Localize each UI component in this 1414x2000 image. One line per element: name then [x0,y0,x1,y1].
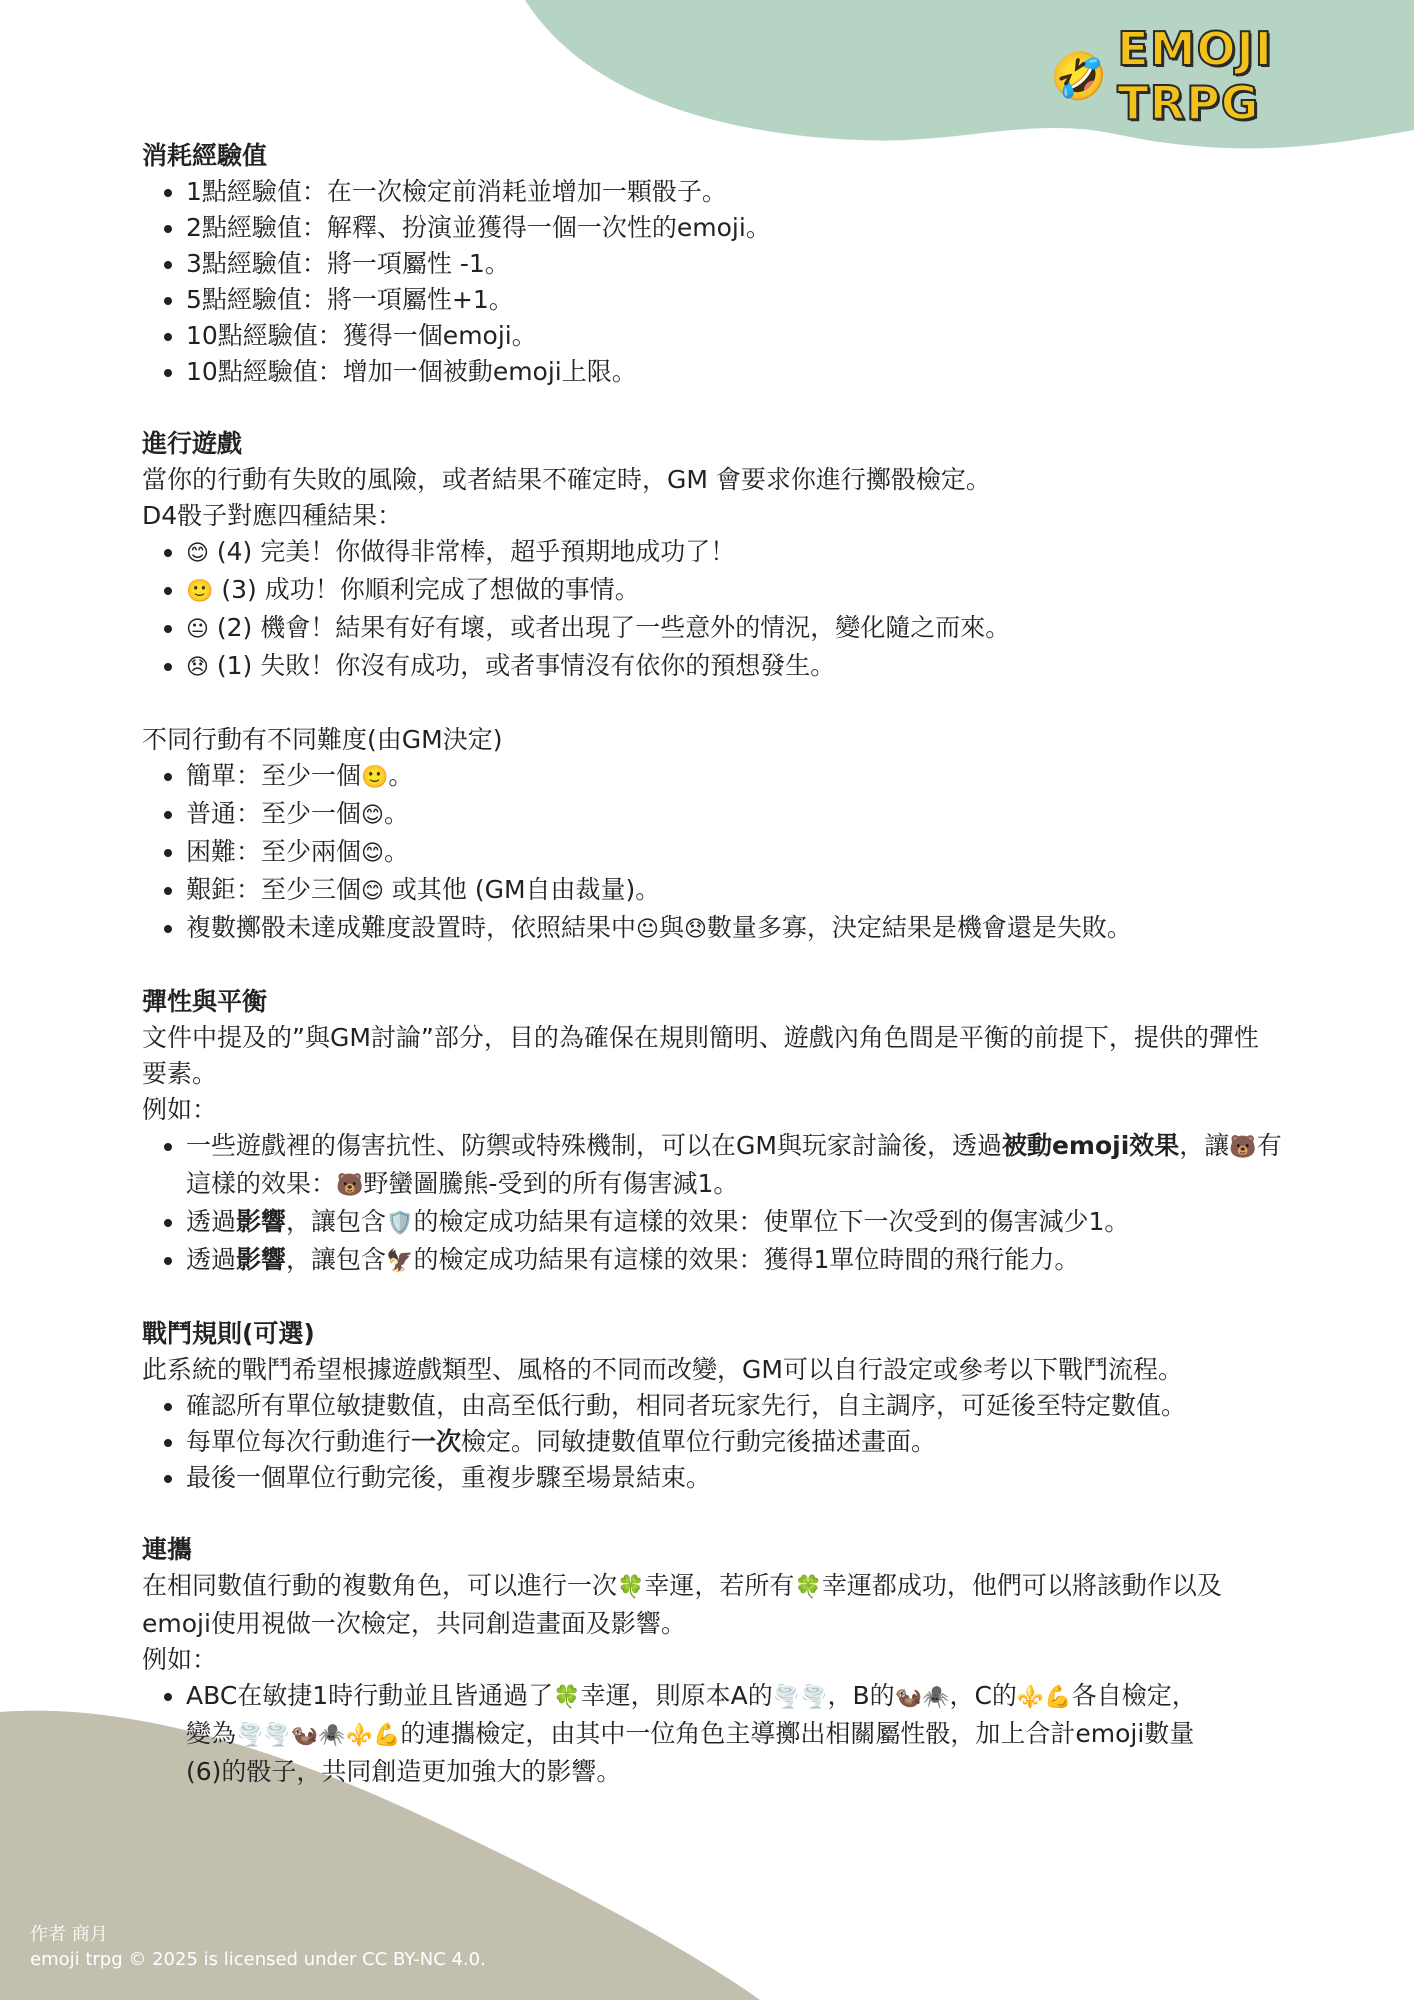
text: 。 [388,761,414,790]
bold-text: 影響 [236,1207,287,1236]
fleur-de-lis-muscle-icon: ⚜️💪 [1016,1685,1072,1710]
play-intro: 當你的行動有失敗的風險，或者結果不確定時，GM 會要求你進行擲骰檢定。 [142,465,991,494]
heading-play: 進行遊戲 [142,429,243,458]
section-play [142,426,1282,686]
difficulty-intro: 不同行動有不同難度(由GM決定) [142,725,503,754]
section-difficulty [142,722,1282,948]
blush-smile-icon: 😊 [361,879,384,904]
list-item: • 10點經驗值：增加一個被動emoji上限。 [186,354,1282,390]
list-item [186,834,1282,872]
text: 透過 [186,1207,237,1236]
section-coop [142,1532,1282,1790]
balance-example: 例如： [142,1095,218,1124]
clover-icon: 🍀 [794,1575,822,1600]
shield-icon: 🛡️ [386,1211,414,1236]
text: 或其他 (GM自由裁量)。 [383,875,661,904]
logo [1050,22,1414,130]
section-exp [142,138,1282,390]
text: 艱鉅：至少三個 [186,875,362,904]
clover-icon: 🍀 [553,1685,581,1710]
list-item: • 確認所有單位敏捷數值，由高至低行動，相同者玩家先行，自主調序，可延後至特定數值。 [186,1388,1282,1424]
license-text: emoji trpg © 2025 is licensed under CC BY-NC 4.0. [30,1949,486,1970]
logo-text: EMOJI TRPG [1117,22,1273,130]
result-text: (1) 失敗！你沒有成功，或者事情沒有依你的預想發生。 [216,651,836,680]
section-combat [142,1316,1282,1496]
coop-example: 例如： [142,1645,218,1674]
result-text: (4) 完美！你做得非常棒，超乎預期地成功了！ [216,537,736,566]
text: 透過 [186,1245,237,1274]
combat-list [142,1388,1282,1496]
list-item [186,1678,1206,1790]
list-item [186,910,1282,948]
bold-text: 被動emoji效果 [1001,1131,1180,1160]
otter-spider-icon: 🦦🕷️ [894,1685,950,1710]
blush-smile-icon: 😊 [361,841,384,866]
author-credit: 作者 商月 [30,1924,108,1945]
text: 的檢定成功結果有這樣的效果：使單位下一次受到的傷害減少1。 [413,1207,1130,1236]
neutral-face-icon: 😐 [636,917,659,942]
text: 檢定。同敏捷數值單位行動完後描述畫面。 [461,1427,937,1456]
eagle-icon: 🦅 [386,1249,414,1274]
text: 。 [383,799,409,828]
difficulty-list [142,758,1282,948]
list-item [186,872,1282,910]
text: 困難：至少兩個 [186,837,362,866]
text: 每單位每次行動進行 [186,1427,412,1456]
combined-emoji-icon: 🌪️🌪️🦦🕷️⚜️💪 [236,1723,401,1748]
result-text: (2) 機會！結果有好有壞，或者出現了一些意外的情況，變化隨之而來。 [216,613,1011,642]
heading-balance: 彈性與平衡 [142,987,268,1016]
slight-smile-icon: 🙂 [361,765,389,790]
balance-para: 文件中提及的”與GM討論”部分，目的為確保在規則簡明、遊戲內角色間是平衡的前提下，提供的彈性要素。 [142,1023,1259,1088]
document-body [142,138,1282,1826]
text: ，讓包含 [286,1207,387,1236]
text: 各自檢定，變為 [186,1681,1197,1748]
text: ABC在敏捷1時行動並且皆通過了 [186,1681,554,1710]
text: 與 [658,913,684,942]
text: 。 [383,837,409,866]
list-item [186,1204,1282,1242]
coop-para [142,1568,1282,1642]
list-item [186,1424,1282,1460]
text: 普通：至少一個 [186,799,362,828]
bear-icon: 🐻 [336,1173,364,1198]
text: ，讓 [1179,1131,1230,1160]
disappointed-face-icon: 😞 [683,917,707,942]
text: ，讓包含 [286,1245,387,1274]
clover-icon: 🍀 [617,1575,645,1600]
bold-text: 一次 [411,1427,462,1456]
exp-list [142,174,1282,390]
blush-smile-icon: 😊 [186,541,209,566]
list-item: • 10點經驗值：獲得一個emoji。 [186,318,1282,354]
text: 幸運，若所有 [644,1571,795,1600]
neutral-face-icon: 😐 [186,617,209,642]
slight-smile-icon: 🙂 [186,579,214,604]
list-item [186,572,1282,610]
tornado-icon: 🌪️🌪️ [772,1685,828,1710]
rofl-emoji-icon: 🤣 [1050,49,1108,103]
text: ，B的 [827,1681,895,1710]
list-item [186,1128,1282,1204]
footer [30,1922,486,1972]
list-item: • 2點經驗值：解釋、扮演並獲得一個一次性的emoji。 [186,210,1282,246]
bear-icon: 🐻 [1229,1135,1257,1160]
list-item: • 5點經驗值：將一項屬性+1。 [186,282,1282,318]
blush-smile-icon: 😊 [361,803,384,828]
text: 一些遊戲裡的傷害抗性、防禦或特殊機制，可以在GM與玩家討論後，透過 [186,1131,1002,1160]
balance-list [142,1128,1282,1280]
text: 的檢定成功結果有這樣的效果：獲得1單位時間的飛行能力。 [413,1245,1080,1274]
disappointed-face-icon: 😞 [186,655,209,680]
text: 簡單：至少一個 [186,761,362,790]
list-item [186,1242,1282,1280]
text: 的連攜檢定，由其中一位角色主導擲出相關屬性骰，加上合計emoji數量(6)的骰子，共同創造更加強大的影響。 [186,1719,1195,1786]
d4-intro: D4骰子對應四種結果： [142,501,403,530]
coop-list [142,1678,1206,1790]
text: 幸運都成功，他們可以將該動作以及emoji使用視做一次檢定，共同創造畫面及影響。 [142,1571,1222,1638]
combat-para: 此系統的戰鬥希望根據遊戲類型、風格的不同而改變，GM可以自行設定或參考以下戰鬥流程。 [142,1355,1183,1384]
text: 複數擲骰未達成難度設置時，依照結果中 [186,913,637,942]
list-item [186,796,1282,834]
heading-exp: 消耗經驗值 [142,141,268,170]
list-item [186,610,1282,648]
list-item: • 3點經驗值：將一項屬性 -1。 [186,246,1282,282]
result-list [142,534,1282,686]
heading-combat: 戰鬥規則(可選) [142,1319,315,1348]
list-item [186,648,1282,686]
text: 野蠻圖騰熊-受到的所有傷害減1。 [363,1169,739,1198]
text: 幸運，則原本A的 [580,1681,773,1710]
text: 在相同數值行動的複數角色，可以進行一次 [142,1571,618,1600]
text: 數量多寡，決定結果是機會還是失敗。 [706,913,1132,942]
list-item [186,758,1282,796]
result-text: (3) 成功！你順利完成了想做的事情。 [221,575,640,604]
text: ，C的 [949,1681,1017,1710]
text: 有這樣的效果： [186,1131,1282,1198]
heading-coop: 連攜 [142,1535,193,1564]
list-item: • 最後一個單位行動完後，重複步驟至場景結束。 [186,1460,1282,1496]
bold-text: 影響 [236,1245,287,1274]
list-item [186,534,1282,572]
section-balance [142,984,1282,1280]
list-item: • 1點經驗值：在一次檢定前消耗並增加一顆骰子。 [186,174,1282,210]
